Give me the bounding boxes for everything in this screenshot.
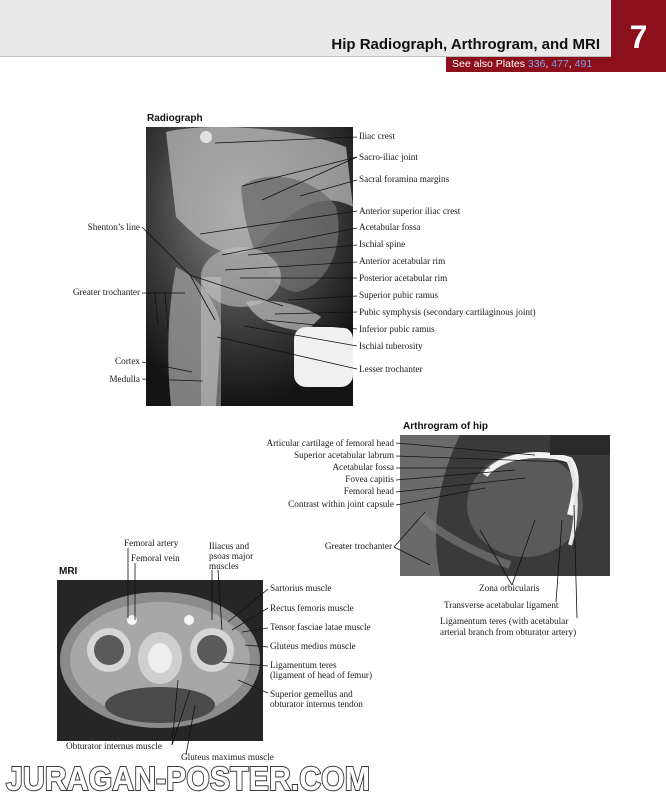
label-iliac-crest: Iliac crest bbox=[359, 131, 395, 141]
label-ischial-tuberosity: Ischial tuberosity bbox=[359, 341, 423, 351]
label-rectus-femoris-muscle: Rectus femoris muscle bbox=[270, 603, 354, 613]
watermark bbox=[4, 758, 404, 800]
plate-link-477[interactable]: 477 bbox=[551, 58, 569, 70]
see-also-prefix: See also Plates bbox=[452, 58, 525, 70]
label-cortex: Cortex bbox=[114, 356, 140, 366]
mri-title: MRI bbox=[59, 566, 78, 577]
label-femoral-artery: Femoral artery bbox=[124, 538, 179, 548]
label-ligamentum-teres-line2: arterial branch from obturator artery) bbox=[440, 627, 577, 637]
see-also bbox=[452, 58, 592, 70]
label-femoral-head: Femoral head bbox=[343, 486, 394, 496]
label-superior-pubic-ramus: Superior pubic ramus bbox=[359, 290, 439, 300]
watermark-text: JURAGAN-POSTER.COM bbox=[6, 760, 370, 797]
label-anterior-superior-iliac-crest: Anterior superior iliac crest bbox=[359, 206, 461, 216]
plate-separator: , bbox=[568, 58, 575, 70]
label-anterior-acetabular-rim: Anterior acetabular rim bbox=[359, 256, 446, 266]
label-obturator-internus-tendon: obturator internus tendon bbox=[270, 699, 363, 709]
label-medulla: Medulla bbox=[109, 374, 140, 384]
label-posterior-acetabular-rim: Posterior acetabular rim bbox=[359, 273, 448, 283]
label-arthro-acetabular-fossa: Acetabular fossa bbox=[332, 462, 394, 472]
label-transverse-acetabular-ligament: Transverse acetabular ligament bbox=[444, 600, 559, 610]
label-ligamentum-teres-line1: Ligamentum teres (with acetabular bbox=[440, 616, 569, 626]
arthrogram-title: Arthrogram of hip bbox=[403, 421, 488, 432]
label-tensor-fasciae-latae: Tensor fasciae latae muscle bbox=[270, 622, 371, 632]
label-iliacus-line1: Iliacus and bbox=[209, 541, 250, 551]
page-title: Hip Radiograph, Arthrogram, and MRI bbox=[331, 36, 600, 53]
label-iliacus-line2: psoas major bbox=[209, 551, 254, 561]
label-ischial-spine: Ischial spine bbox=[359, 239, 406, 249]
label-shentons-line: Shenton’s line bbox=[87, 222, 140, 232]
label-ligamentum-teres: Ligamentum teres bbox=[270, 660, 337, 670]
radiograph-title: Radiograph bbox=[147, 113, 203, 124]
label-zona-orbicularis: Zona orbicularis bbox=[479, 583, 540, 593]
label-gluteus-medius: Gluteus medius muscle bbox=[270, 641, 356, 651]
label-sacral-foramina-margins: Sacral foramina margins bbox=[359, 174, 450, 184]
label-sacro-iliac-joint: Sacro-iliac joint bbox=[359, 152, 418, 162]
plate-separator: , bbox=[545, 58, 552, 70]
label-superior-gemellus: Superior gemellus and bbox=[270, 689, 353, 699]
label-acetabular-fossa: Acetabular fossa bbox=[359, 222, 421, 232]
chapter-number: 7 bbox=[611, 0, 666, 72]
mri-image bbox=[57, 580, 263, 741]
label-lesser-trochanter: Lesser trochanter bbox=[359, 364, 423, 374]
label-pubic-symphysis: Pubic symphysis (secondary cartilaginous joint) bbox=[359, 307, 536, 317]
label-obturator-internus-muscle: Obturator internus muscle bbox=[66, 741, 162, 751]
label-inferior-pubic-ramus: Inferior pubic ramus bbox=[359, 324, 435, 334]
arthrogram-image bbox=[400, 435, 610, 576]
radiograph-image bbox=[146, 127, 353, 406]
label-gluteus-maximus-muscle: Gluteus maximus muscle bbox=[181, 752, 274, 762]
label-ligament-head-femur: (ligament of head of femur) bbox=[270, 670, 373, 680]
label-sartorius-muscle: Sartorius muscle bbox=[270, 583, 332, 593]
label-femoral-vein: Femoral vein bbox=[131, 553, 180, 563]
label-greater-trochanter: Greater trochanter bbox=[72, 287, 140, 297]
label-articular-cartilage: Articular cartilage of femoral head bbox=[266, 438, 394, 448]
label-iliacus-line3: muscles bbox=[209, 561, 239, 571]
label-arthro-greater-trochanter: Greater trochanter bbox=[324, 541, 392, 551]
label-superior-acetabular-labrum: Superior acetabular labrum bbox=[294, 450, 394, 460]
label-contrast-joint-capsule: Contrast within joint capsule bbox=[288, 499, 394, 509]
plate-link-491[interactable]: 491 bbox=[574, 58, 593, 70]
plate-link-336[interactable]: 336 bbox=[527, 58, 546, 70]
label-fovea-capitis: Fovea capitis bbox=[345, 474, 394, 484]
